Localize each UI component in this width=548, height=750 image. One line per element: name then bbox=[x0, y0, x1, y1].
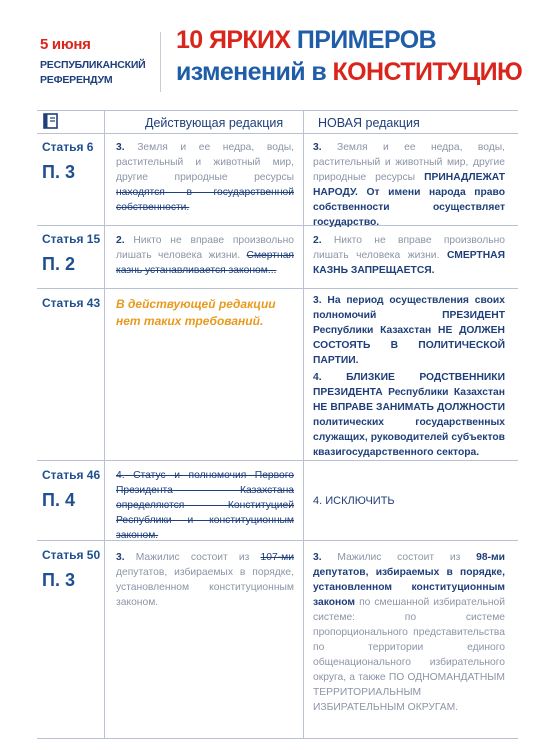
row-line-top bbox=[37, 110, 518, 111]
point-label: П. 4 bbox=[42, 490, 75, 510]
article-label: Статья 46 bbox=[42, 468, 101, 482]
article-label: Статья 50 bbox=[42, 548, 101, 562]
article-label: Статья 43 bbox=[42, 296, 101, 310]
page-header bbox=[0, 0, 548, 100]
col-divider-2 bbox=[303, 110, 304, 738]
point-label: П. 3 bbox=[42, 162, 75, 182]
header-divider bbox=[160, 32, 161, 92]
old-text-cell: В действующей редакции нет таких требований. bbox=[116, 297, 276, 328]
title-part4: КОНСТИТУЦИЮ bbox=[332, 58, 523, 86]
article-label: Статья 15 bbox=[42, 232, 101, 246]
new-text-cell: 2. Никто не вправе произвольно лишать человека жизни. СМЕРТНАЯ КАЗНЬ ЗАПРЕЩАЕТСЯ. bbox=[313, 235, 505, 276]
referendum-subtitle bbox=[40, 58, 146, 88]
book-icon bbox=[42, 112, 60, 130]
col-header-old: Действующая редакция bbox=[145, 116, 284, 130]
row-line-2 bbox=[37, 288, 518, 289]
old-text-cell: 3. Земля и ее недра, воды, растительный и животный мир, другие природные ресурсы находятся в государственной собственности. bbox=[116, 142, 294, 213]
row-line-head bbox=[37, 133, 518, 134]
col-header-new: НОВАЯ редакция bbox=[318, 116, 420, 130]
row-line-bottom bbox=[37, 738, 518, 739]
new-text-cell: 3. Земля и ее недра, воды, растительный и животный мир, другие природные ресурсы ПРИНАДЛЕЖАТ НАРОДУ. От имени народа право собственности осуществляет государство. bbox=[313, 142, 505, 228]
old-text-cell: 4. Статус и полномочия Первого Президента Казахстана определяются Конституцией Республики и конституционным законом. bbox=[116, 470, 294, 541]
row-line-3 bbox=[37, 460, 518, 461]
title-part1: 10 ЯРКИХ bbox=[176, 26, 291, 54]
new-paragraph-2: 4. БЛИЗКИЕ РОДСТВЕННИКИ ПРЕЗИДЕНТА Республики Казахстан НЕ ВПРАВЕ ЗАНИМАТЬ ДОЛЖНОСТИ политических государственных служащих, руководителей субъектов квазигосударственного сектора. bbox=[313, 372, 505, 458]
subtitle-line2: РЕФЕРЕНДУМ bbox=[40, 74, 113, 86]
title-part3: изменений в bbox=[176, 58, 327, 86]
title-part2: ПРИМЕРОВ bbox=[296, 26, 437, 54]
article-label: Статья 6 bbox=[42, 140, 94, 154]
new-text-cell: 3. Мажилис состоит из 98-ми депутатов, избираемых в порядке, установленном конституционным законом по смешанной избирательной системе: по системе пропорционального представительства по территории единого общенационального избирательного округа, а также ПО ОДНОМАНДАТНЫМ ТЕРРИТОРИАЛЬНЫМ ИЗБИРАТЕЛЬНЫМ ОКРУГАМ. bbox=[313, 552, 505, 713]
title-line2 bbox=[176, 58, 522, 87]
col-divider-1 bbox=[104, 110, 105, 738]
subtitle-line1: РЕСПУБЛИКАНСКИЙ bbox=[40, 59, 146, 71]
point-label: П. 3 bbox=[42, 570, 75, 590]
point-label: П. 2 bbox=[42, 254, 75, 274]
new-paragraph-1: 3. На период осуществления своих полномочий ПРЕЗИДЕНТ Республики Казахстан НЕ ДОЛЖЕН СОСТОЯТЬ В ПОЛИТИЧЕСКОЙ ПАРТИИ. bbox=[313, 295, 505, 366]
title-line1 bbox=[176, 26, 436, 55]
referendum-date: 5 июня bbox=[40, 36, 91, 53]
old-text-cell: 3. Мажилис состоит из 107-ми депутатов, избираемых в порядке, установленном конституционным законом. bbox=[116, 552, 294, 608]
new-text-cell bbox=[313, 293, 505, 460]
new-text-cell: 4. ИСКЛЮЧИТЬ bbox=[313, 495, 395, 507]
old-text-cell: 2. Никто не вправе произвольно лишать человека жизни. Смертная казнь устанавливается законом... bbox=[116, 235, 294, 276]
